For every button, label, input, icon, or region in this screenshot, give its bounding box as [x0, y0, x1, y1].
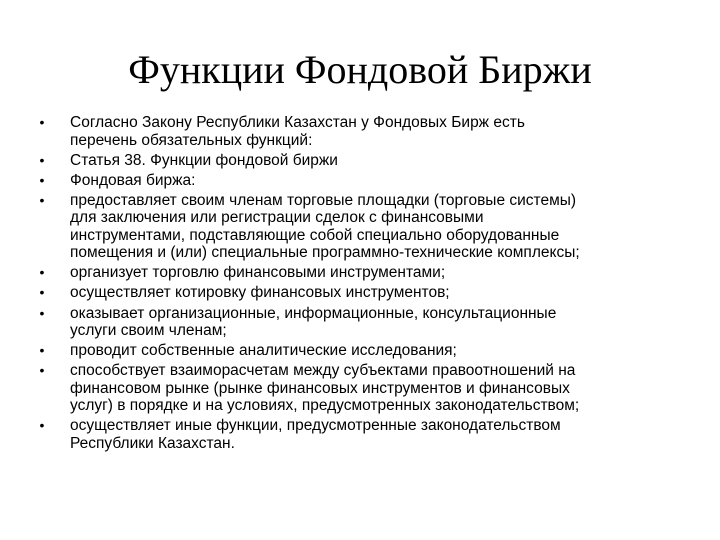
bullet-item [36, 192, 676, 262]
bullet-item [36, 172, 676, 190]
bullet-dot-icon: • [39, 362, 45, 379]
bullet-dot-icon: • [39, 191, 45, 208]
bullet-text-line: Согласно Закону Республики Казахстан у Фондовых Бирж есть [70, 114, 525, 131]
bullet-dot-icon: • [39, 304, 45, 321]
bullet-dot-icon: • [39, 114, 45, 130]
bullet-dot-icon: • [39, 342, 45, 359]
bullet-item [36, 152, 676, 170]
bullet-item [36, 114, 676, 149]
bullet-text-line: осуществляет иные функции, предусмотренные законодательством [70, 417, 561, 435]
slide-title: Функции Фондовой Биржи [128, 47, 592, 92]
bullet-text-line: помещения и (или) специальные программно-технические комплексы; [70, 244, 580, 262]
bullet-dot-icon: • [39, 151, 45, 168]
bullet-list [36, 114, 676, 455]
bullet-text-line: Статья 38. Функции фондовой биржи [70, 151, 338, 169]
bullet-text-line: организует торговлю финансовыми инструментами; [70, 264, 446, 282]
bullet-item [36, 342, 676, 360]
bullet-dot-icon: • [39, 171, 45, 188]
bullet-dot-icon: • [39, 284, 45, 301]
bullet-text-line: для заключения или регистрации сделок с финансовыми [70, 209, 484, 227]
bullet-text-line: услуги своим членам; [70, 322, 227, 340]
bullet-item [36, 284, 676, 302]
bullet-text-line: способствует взаиморасчетам между субъектами правоотношений на [70, 362, 576, 380]
bullet-text-line: проводит собственные аналитические исследования; [70, 342, 457, 360]
bullet-text-line: перечень обязательных функций: [70, 131, 313, 149]
bullet-text-line: услуг) в порядке и на условиях, предусмотренных законодательством; [70, 397, 580, 415]
bullet-dot-icon: • [39, 417, 45, 434]
bullet-item [36, 305, 676, 340]
bullet-text-line: финансовом рынке (рынке финансовых инструментов и финансовых [70, 379, 570, 397]
bullet-item [36, 264, 676, 282]
bullet-text-line: предоставляет своим членам торговые площадки (торговые системы) [70, 191, 577, 209]
bullet-text-line: инструментами, подставляющие собой специально оборудованные [70, 226, 560, 244]
bullet-text-line: Фондовая биржа: [70, 171, 196, 189]
bullet-text-line: оказывает организационные, информационные, консультационные [70, 304, 557, 322]
bullet-text-line: Республики Казахстан. [70, 434, 235, 452]
bullet-dot-icon: • [39, 264, 45, 281]
bullet-item [36, 362, 676, 415]
bullet-text-line: осуществляет котировку финансовых инструментов; [70, 284, 450, 302]
bullet-item [36, 417, 676, 452]
